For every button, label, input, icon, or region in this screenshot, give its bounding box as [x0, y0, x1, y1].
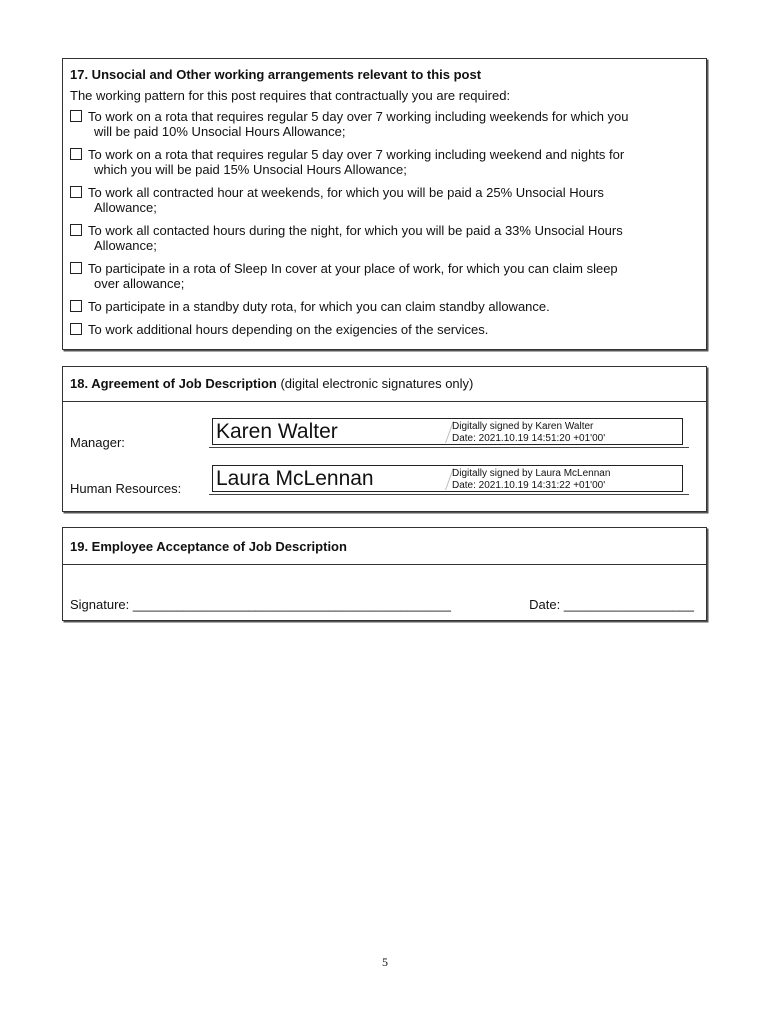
manager-signature-name: Karen Walter: [216, 420, 338, 443]
acceptance-row: [70, 597, 694, 612]
option-text-line2: will be paid 10% Unsocial Hours Allowance;: [94, 124, 346, 139]
checkbox-15-percent[interactable]: [70, 148, 82, 160]
section-17-title: 17. Unsocial and Other working arrangements relevant to this post: [70, 67, 482, 82]
option-10-percent: [70, 109, 699, 139]
option-text-line1: To work additional hours depending on the exigencies of the services.: [88, 322, 489, 337]
acceptance-date-field[interactable]: Date: __________________: [529, 597, 694, 612]
hr-signature-name: Laura McLennan: [216, 467, 374, 490]
checkbox-standby[interactable]: [70, 300, 82, 312]
checkbox-sleep-in[interactable]: [70, 262, 82, 274]
checkbox-additional-hours[interactable]: [70, 323, 82, 335]
option-text-line2: over allowance;: [94, 276, 185, 291]
section-18-signatures: [62, 402, 707, 512]
section-19-acceptance: [62, 565, 707, 621]
option-sleep-in: [70, 261, 699, 291]
option-text-line1: To work all contracted hour at weekends, for which you will be paid a 25% Unsocial Hours: [88, 185, 604, 200]
option-standby: [70, 299, 699, 314]
option-text-line1: To work all contacted hours during the night, for which you will be paid a 33% Unsocial Hours: [88, 223, 623, 238]
manager-signed-date: Date: 2021.10.19 14:51:20 +01'00': [452, 433, 606, 444]
section-19-header: [62, 527, 707, 565]
option-15-percent: [70, 147, 699, 177]
hr-signed-by: Digitally signed by Laura McLennan: [452, 468, 611, 479]
option-text-line1: To participate in a rota of Sleep In cover at your place of work, for which you can claim sleep: [88, 261, 618, 276]
manager-signed-by: Digitally signed by Karen Walter: [452, 421, 594, 432]
hr-signed-date: Date: 2021.10.19 14:31:22 +01'00': [452, 480, 606, 491]
manager-label: Manager:: [70, 435, 125, 450]
manager-signature-line: [209, 447, 689, 448]
hr-signature-line: [209, 494, 689, 495]
manager-digital-signature[interactable]: [212, 418, 683, 445]
option-33-percent: [70, 223, 699, 253]
hr-digital-signature[interactable]: [212, 465, 683, 492]
option-25-percent: [70, 185, 699, 215]
checkbox-25-percent[interactable]: [70, 186, 82, 198]
page-number: 5: [382, 955, 388, 969]
checkbox-33-percent[interactable]: [70, 224, 82, 236]
employee-signature-field[interactable]: Signature: ____________________________________________: [70, 597, 451, 612]
option-additional-hours: [70, 322, 699, 337]
option-text-line1: To participate in a standby duty rota, for which you can claim standby allowance.: [88, 299, 550, 314]
section-19-title: 19. Employee Acceptance of Job Description: [70, 539, 347, 554]
hr-signature-info: [452, 468, 610, 492]
checkbox-10-percent[interactable]: [70, 110, 82, 122]
section-18-subtitle: (digital electronic signatures only): [276, 376, 474, 391]
section-17-unsocial-hours: [62, 58, 707, 350]
manager-signature-info: [452, 421, 605, 445]
option-text-line1: To work on a rota that requires regular 5 day over 7 working including weekends for which you: [88, 109, 629, 124]
section-17-intro: The working pattern for this post requires that contractually you are required:: [70, 88, 511, 103]
section-18-title: 18. Agreement of Job Description: [70, 376, 277, 391]
option-text-line2: which you will be paid 15% Unsocial Hours Allowance;: [94, 162, 407, 177]
option-text-line1: To work on a rota that requires regular 5 day over 7 working including weekend and nights for: [88, 147, 625, 162]
option-text-line2: Allowance;: [94, 200, 157, 215]
option-text-line2: Allowance;: [94, 238, 157, 253]
section-18-header: [62, 366, 707, 402]
hr-label: Human Resources:: [70, 481, 182, 496]
